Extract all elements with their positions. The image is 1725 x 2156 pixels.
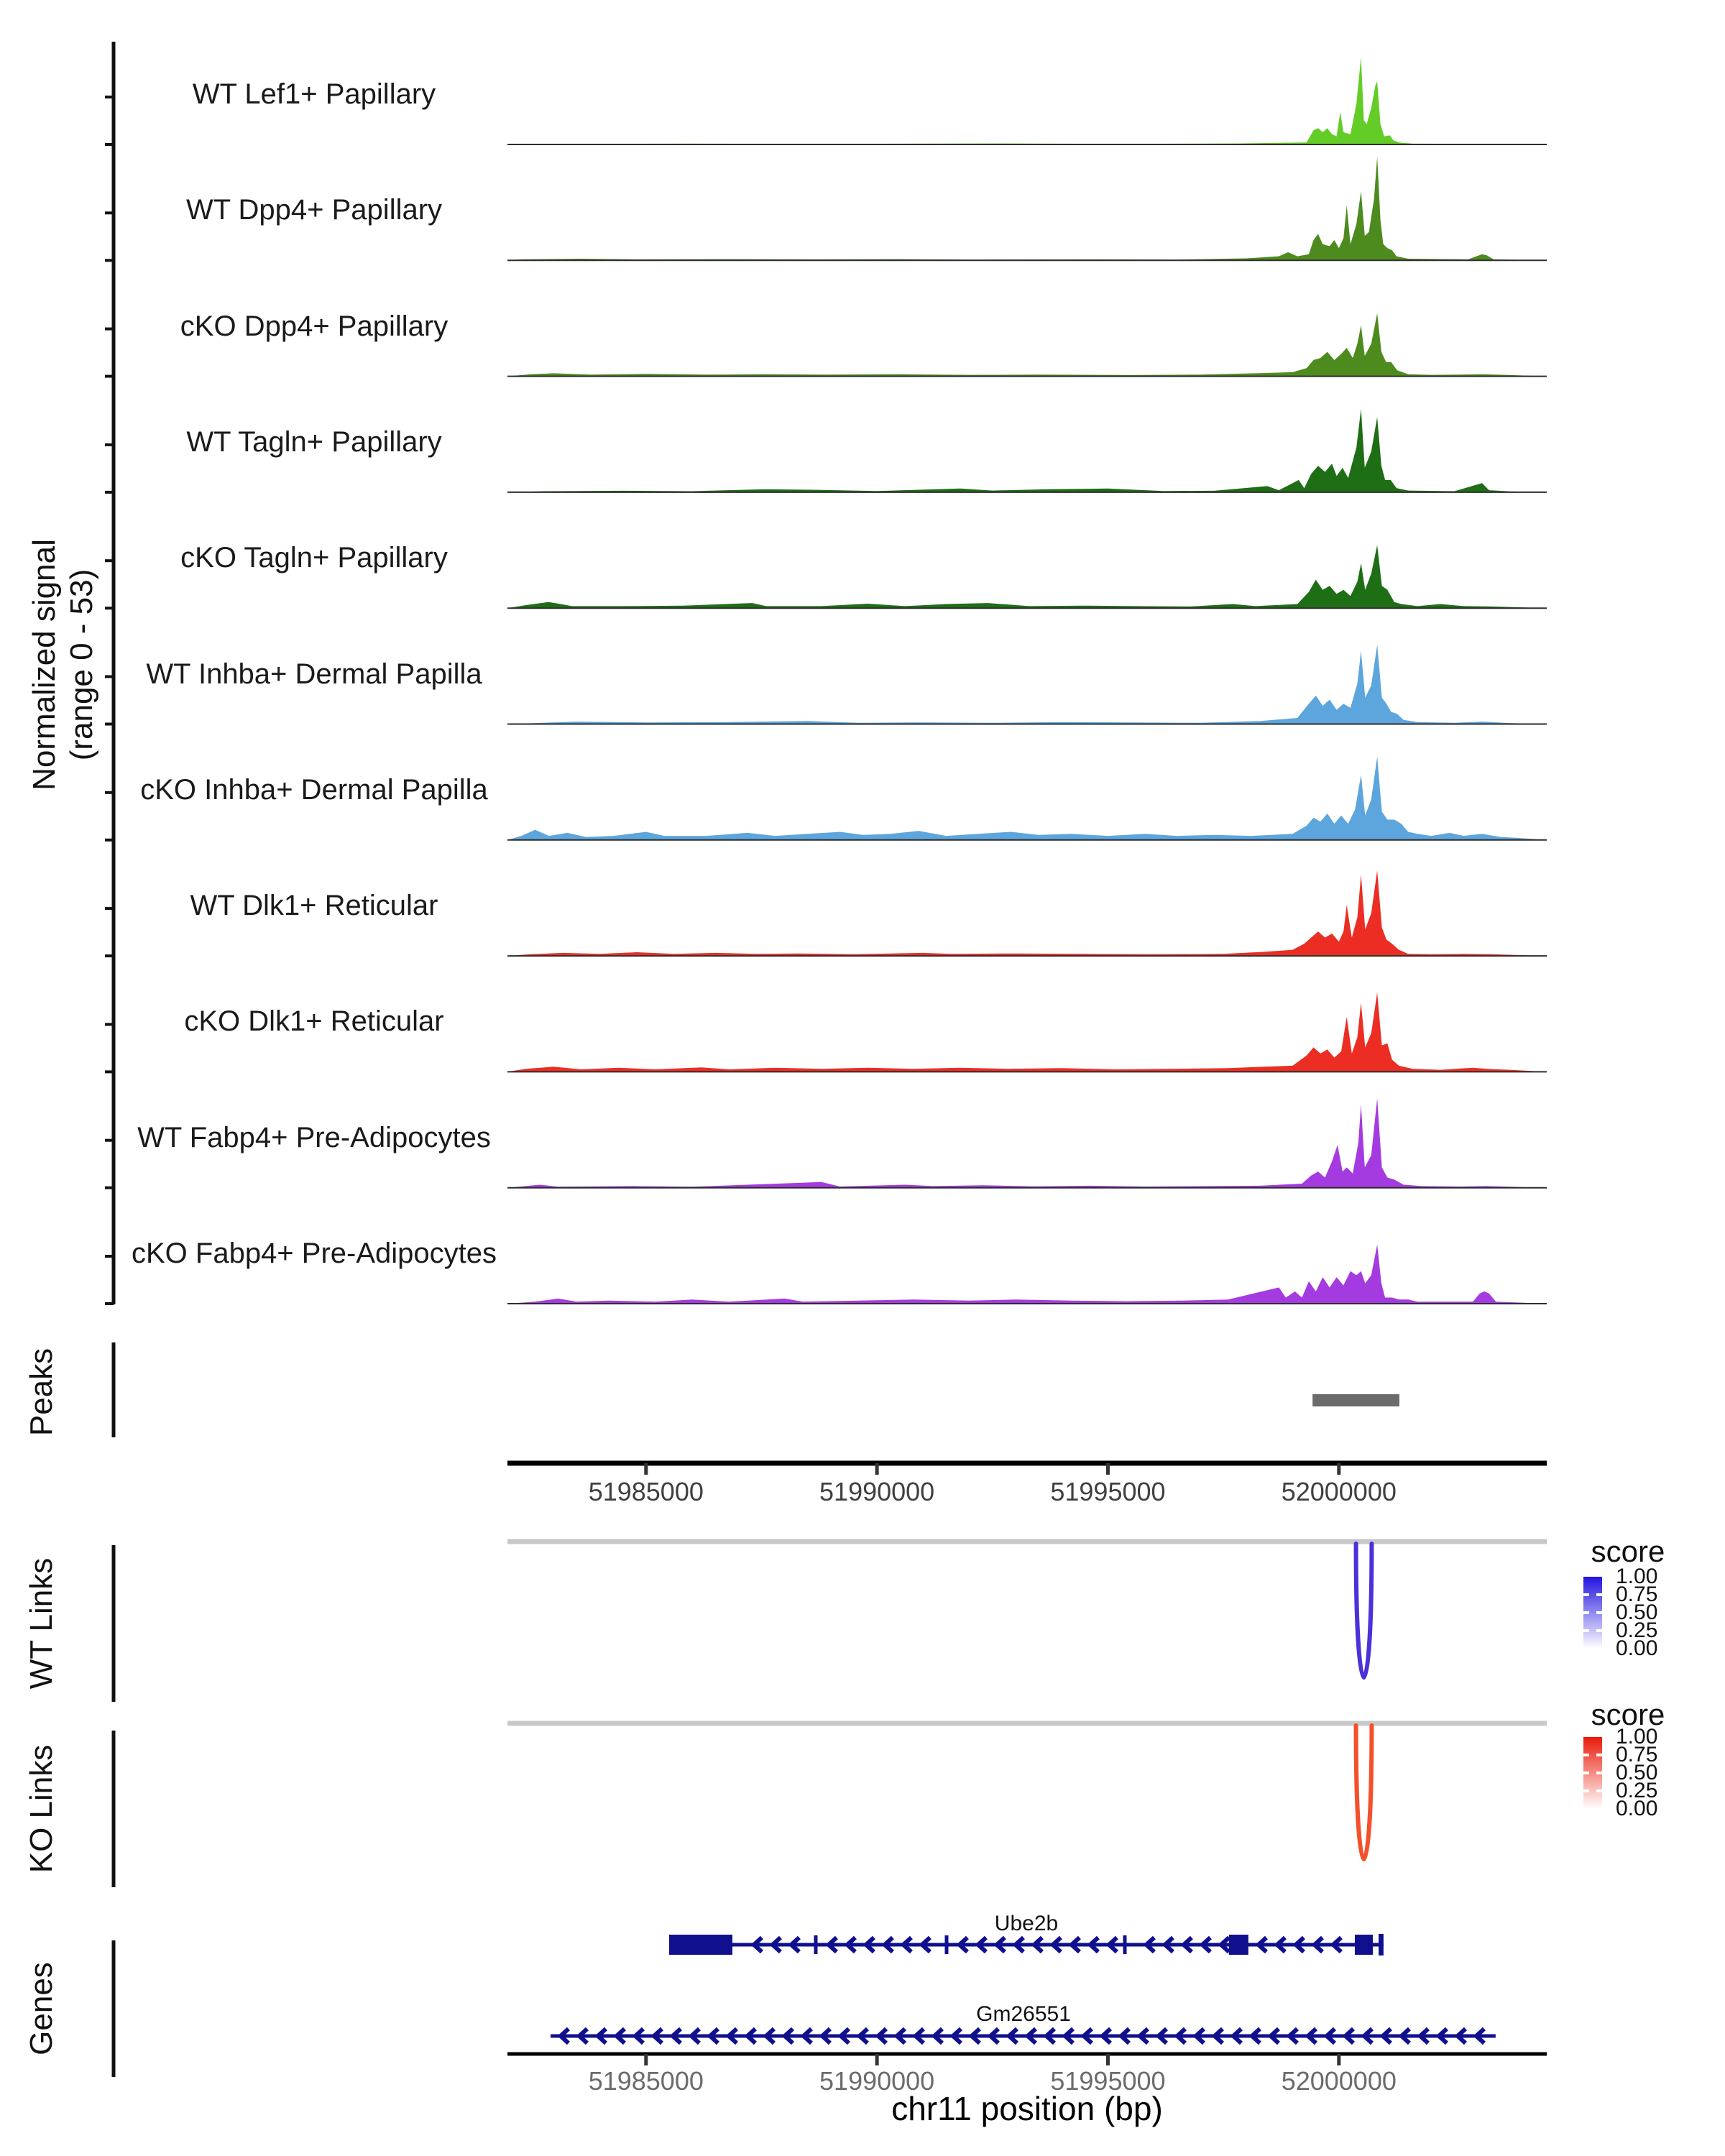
track-label: cKO Dpp4+ Papillary: [180, 310, 448, 342]
wt-links-legend-dash: [1596, 1593, 1602, 1596]
track-label: WT Lef1+ Papillary: [192, 78, 436, 110]
wt-links-legend-dash: [1583, 1611, 1589, 1614]
signal-area: [507, 409, 1547, 492]
genome-axis-tick-label: 51985000: [588, 1477, 704, 1506]
track-label: WT Inhba+ Dermal Papilla: [146, 658, 482, 690]
track-label: cKO Inhba+ Dermal Papilla: [140, 773, 488, 806]
wt-links-legend-title: score: [1591, 1534, 1665, 1568]
gene-exon-tick: [814, 1935, 817, 1954]
wt-links-legend-dash: [1596, 1629, 1602, 1632]
ko-links-legend-dash: [1596, 1754, 1602, 1756]
y-axis-label-line1: Normalized signal: [27, 539, 62, 791]
track-label: WT Tagln+ Papillary: [186, 425, 442, 458]
wt-links-legend-tick-label: 1.00: [1616, 1565, 1658, 1588]
gene-exon-box: [1355, 1935, 1373, 1955]
ko-links-legend-tick-label: 0.50: [1616, 1761, 1658, 1784]
signal-area: [507, 57, 1547, 144]
genome-axis-tick-label: 51995000: [1050, 2066, 1166, 2096]
ko-links-legend-title: score: [1591, 1697, 1665, 1731]
x-axis-title: chr11 position (bp): [891, 2090, 1163, 2127]
wt-links-legend-tick-label: 0.50: [1616, 1600, 1658, 1624]
ko-links-legend-tick-label: 1.00: [1616, 1725, 1658, 1749]
track-label: cKO Tagln+ Papillary: [180, 542, 448, 574]
track-label: WT Fabp4+ Pre-Adipocytes: [137, 1121, 491, 1153]
track-label: cKO Fabp4+ Pre-Adipocytes: [131, 1238, 497, 1269]
wt-links-legend-dash: [1583, 1593, 1589, 1596]
ko-links-legend-dash: [1583, 1789, 1589, 1792]
wt-links-legend-tick-label: 0.75: [1616, 1583, 1658, 1606]
gene-exon-tick: [1123, 1935, 1126, 1954]
genome-axis-tick-label: 51990000: [819, 1477, 935, 1506]
genome-axis-tick-label: 52000000: [1281, 1477, 1397, 1506]
ko-links-legend-dash: [1583, 1754, 1589, 1756]
y-axis-label-line2: (range 0 - 53): [64, 568, 99, 761]
signal-area: [507, 645, 1547, 724]
signal-area: [507, 157, 1547, 260]
genome-axis-tick-label: 51990000: [819, 2066, 935, 2096]
track-label: cKO Dlk1+ Reticular: [184, 1005, 444, 1038]
signal-area: [507, 1245, 1547, 1304]
ko-links-legend-dash: [1596, 1772, 1602, 1774]
ko-links-legend-tick-label: 0.75: [1616, 1743, 1658, 1766]
gene-end-bar: [1379, 1934, 1384, 1955]
section-label-ko-links: KO Links: [24, 1744, 59, 1874]
signal-area: [507, 757, 1547, 840]
ko-links-legend-tick-label: 0.25: [1616, 1779, 1658, 1802]
signal-area: [507, 545, 1547, 609]
section-label-wt-links: WT Links: [24, 1557, 59, 1690]
signal-area: [507, 313, 1547, 377]
genome-axis-tick-label: 51995000: [1050, 1477, 1166, 1506]
section-label-genes: Genes: [24, 1962, 59, 2055]
wt-links-legend-tick-label: 0.00: [1616, 1636, 1658, 1660]
ko-links-legend-dash: [1583, 1772, 1589, 1774]
wt-links-legend-dash: [1583, 1629, 1589, 1632]
gene-label-ube2b: Ube2b: [994, 1912, 1059, 1935]
wt-link-arc: [1356, 1544, 1372, 1677]
genome-axis-tick-label: 52000000: [1281, 2066, 1397, 2096]
track-label: WT Dpp4+ Papillary: [185, 194, 443, 226]
signal-area: [507, 1098, 1547, 1188]
wt-links-legend-dash: [1596, 1611, 1602, 1614]
signal-area: [507, 992, 1547, 1072]
wt-links-legend-tick-label: 0.25: [1616, 1618, 1658, 1642]
y-axis-label: [26, 392, 101, 938]
ko-links-legend-dash: [1596, 1789, 1602, 1792]
genome-axis-tick-label: 51985000: [588, 2066, 704, 2096]
gene-label-gm26551: Gm26551: [976, 2002, 1071, 2026]
ko-link-arc: [1356, 1726, 1372, 1859]
gene-exon-tick: [944, 1935, 948, 1954]
section-label-peaks: Peaks: [24, 1348, 59, 1437]
gene-exon-box: [1229, 1935, 1248, 1955]
signal-area: [507, 870, 1547, 956]
track-label: WT Dlk1+ Reticular: [190, 890, 438, 922]
peak-bar: [1312, 1394, 1399, 1406]
ko-links-legend-tick-label: 0.00: [1616, 1797, 1658, 1820]
gene-exon-box: [669, 1935, 732, 1955]
